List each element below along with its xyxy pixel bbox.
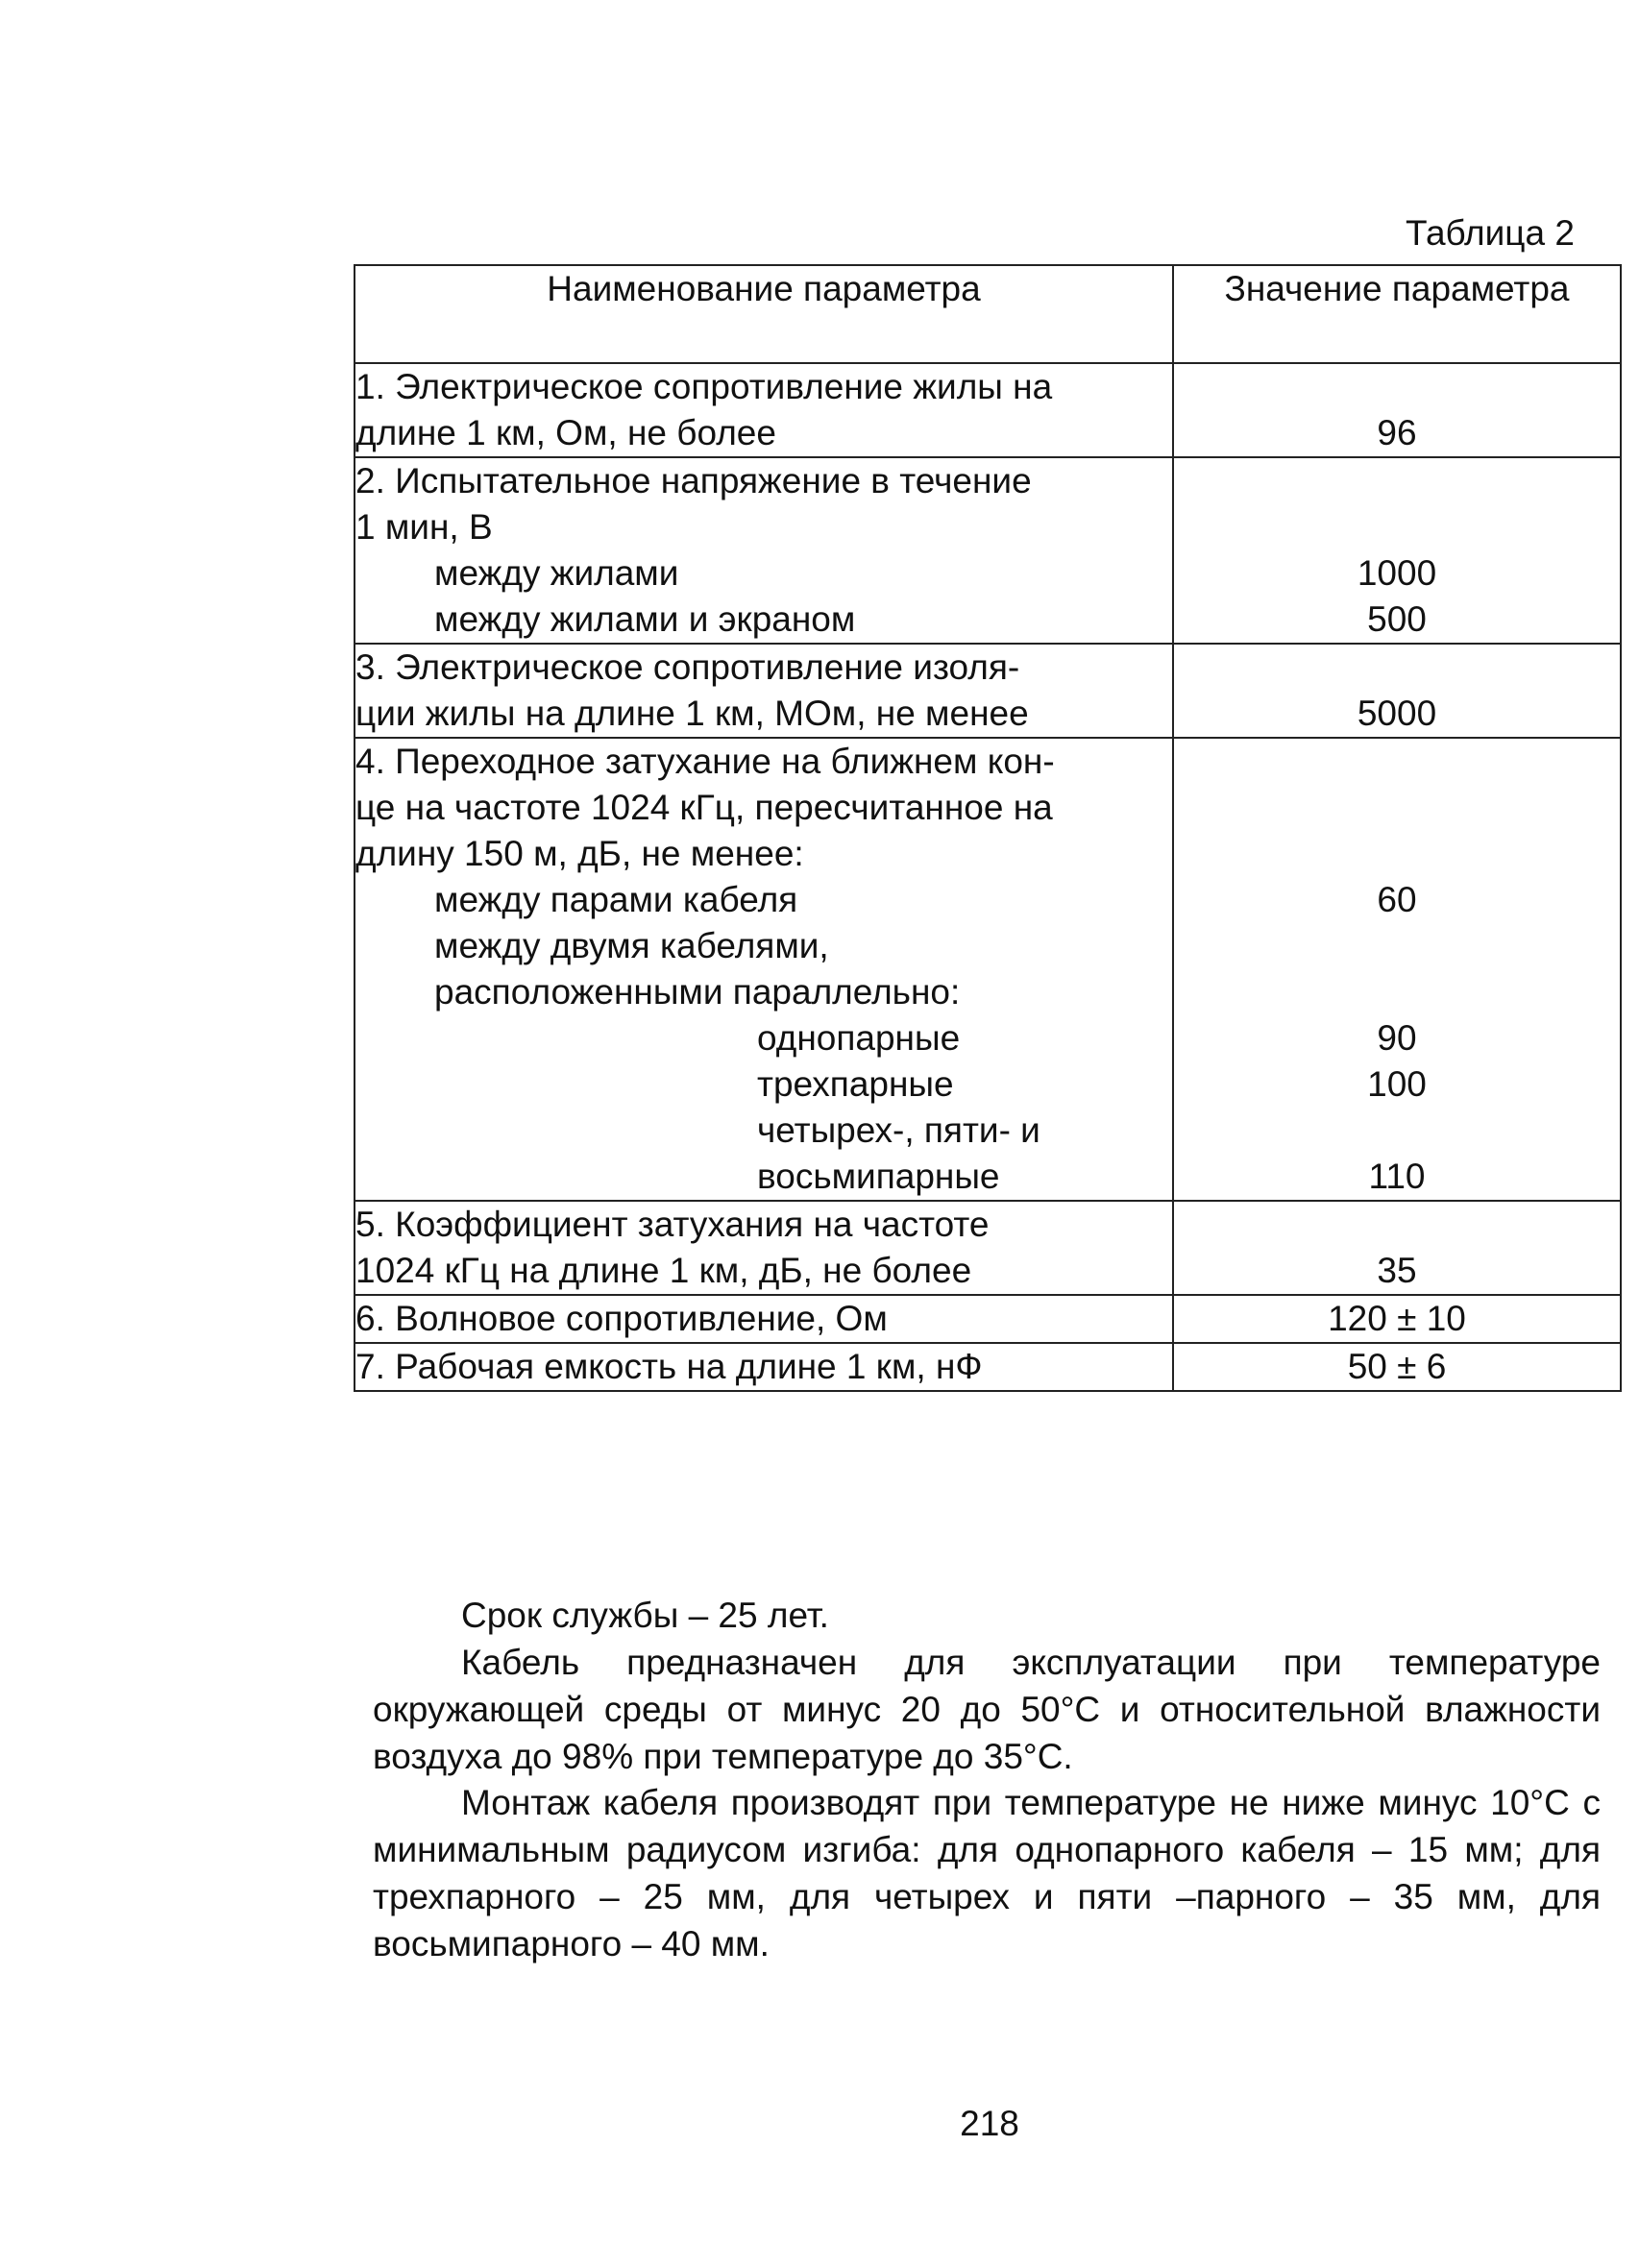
parameter-name-line: 1024 кГц на длине 1 км, дБ, не более [355,1251,972,1290]
table-row [355,363,1621,457]
parameter-value-line [1174,785,1620,831]
parameter-value-cell [1173,738,1621,1201]
parameter-value-line: 5000 [1357,694,1437,733]
parameter-value-cell [1173,644,1621,738]
parameter-name-line: между двумя кабелями, [434,926,829,965]
parameter-name-line: трехпарные [757,1064,954,1104]
parameter-value-line [1174,504,1620,550]
parameter-name-cell [355,363,1173,457]
parameter-name-line: 6. Волновое сопротивление, Ом [355,1299,888,1338]
header-parameter-name: Наименование параметра [355,265,1173,363]
parameter-name-cell [355,457,1173,644]
page-number: 218 [960,2104,1019,2143]
parameter-name-line: 2. Испытательное напряжение в течение [355,461,1032,500]
table-header-row [355,265,1621,363]
parameter-name-cell [355,644,1173,738]
parameter-value-line: 35 [1377,1251,1417,1290]
table-row [355,1343,1621,1391]
parameter-name-line: однопарные [757,1018,961,1058]
parameter-name-line: длине 1 км, Ом, не более [355,413,776,452]
parameter-name-cell [355,738,1173,1201]
parameter-value-line: 500 [1367,599,1427,639]
parameter-value-cell [1173,1343,1621,1391]
table-row [355,738,1621,1201]
parameter-value-line: 1000 [1357,553,1437,593]
parameter-value-line [1174,923,1620,969]
table-row [355,1295,1621,1343]
parameter-value-line [1174,1202,1620,1248]
table-row [355,457,1621,644]
parameter-name-line: между жилами и экраном [434,599,856,639]
parameter-value-line [1174,458,1620,504]
parameter-value-line [1174,1108,1620,1154]
parameter-name-line: между парами кабеля [434,880,798,919]
parameter-value-line: 90 [1377,1018,1417,1058]
parameter-value-line: 60 [1377,880,1417,919]
parameter-name-line: 3. Электрическое сопротивление изоля- [355,647,1020,687]
parameter-value-line [1174,831,1620,877]
table-row [355,1201,1621,1295]
parameter-name-line: це на частоте 1024 кГц, пересчитанное на [355,788,1053,827]
parameter-name-line: 7. Рабочая емкость на длине 1 км, нФ [355,1347,983,1386]
parameter-value-cell [1173,457,1621,644]
parameter-value-cell [1173,363,1621,457]
paragraph-operating-conditions: Кабель предназначен для эксплуатации при температуре окружающей среды от минус 20 до 50°С и относительной влажности воздуха до 98% при температуре до 35°С. [373,1643,1601,1776]
parameter-name-line: 1 мин, В [355,507,493,547]
parameter-name-line: 5. Коэффициент затухания на частоте [355,1205,990,1244]
parameter-value-line: 50 ± 6 [1347,1347,1447,1386]
parameter-name-cell [355,1295,1173,1343]
parameter-value-line [1174,645,1620,691]
parameter-name-line: 1. Электрическое сопротивление жилы на [355,367,1053,406]
parameter-name-line: длину 150 м, дБ, не менее: [355,834,804,873]
parameter-value-line: 96 [1377,413,1417,452]
header-parameter-value: Значение параметра [1173,265,1621,363]
parameter-value-line: 120 ± 10 [1328,1299,1466,1338]
paragraph-service-life: Срок службы – 25 лет. [461,1596,829,1635]
table-caption: Таблица 2 [1406,213,1575,253]
parameter-name-line: расположенными параллельно: [434,972,961,1012]
table-row [355,644,1621,738]
parameter-value-line [1174,739,1620,785]
parameter-value-cell [1173,1295,1621,1343]
parameter-name-line: ции жилы на длине 1 км, МОм, не менее [355,694,1029,733]
parameter-name-cell [355,1201,1173,1295]
parameter-name-line: четырех-, пяти- и [757,1110,1040,1150]
parameter-name-line: восьмипарные [757,1157,1000,1196]
parameter-value-line: 110 [1368,1157,1426,1196]
parameters-table [354,264,1622,1392]
parameter-name-cell [355,1343,1173,1391]
parameter-value-line [1174,364,1620,410]
parameter-name-line: 4. Переходное затухание на ближнем кон- [355,742,1055,781]
parameter-value-cell [1173,1201,1621,1295]
parameter-name-line: между жилами [434,553,679,593]
parameter-value-line [1174,969,1620,1015]
parameter-value-line: 100 [1367,1064,1427,1104]
paragraph-installation: Монтаж кабеля производят при температуре не ниже минус 10°С с минимальным радиусом изгиба: для однопарного кабеля – 15 мм; для трехпарного – 25 мм, для четырех и пяти –парного – 35 мм, для восьмипарного – 40 мм. [373,1783,1601,1963]
